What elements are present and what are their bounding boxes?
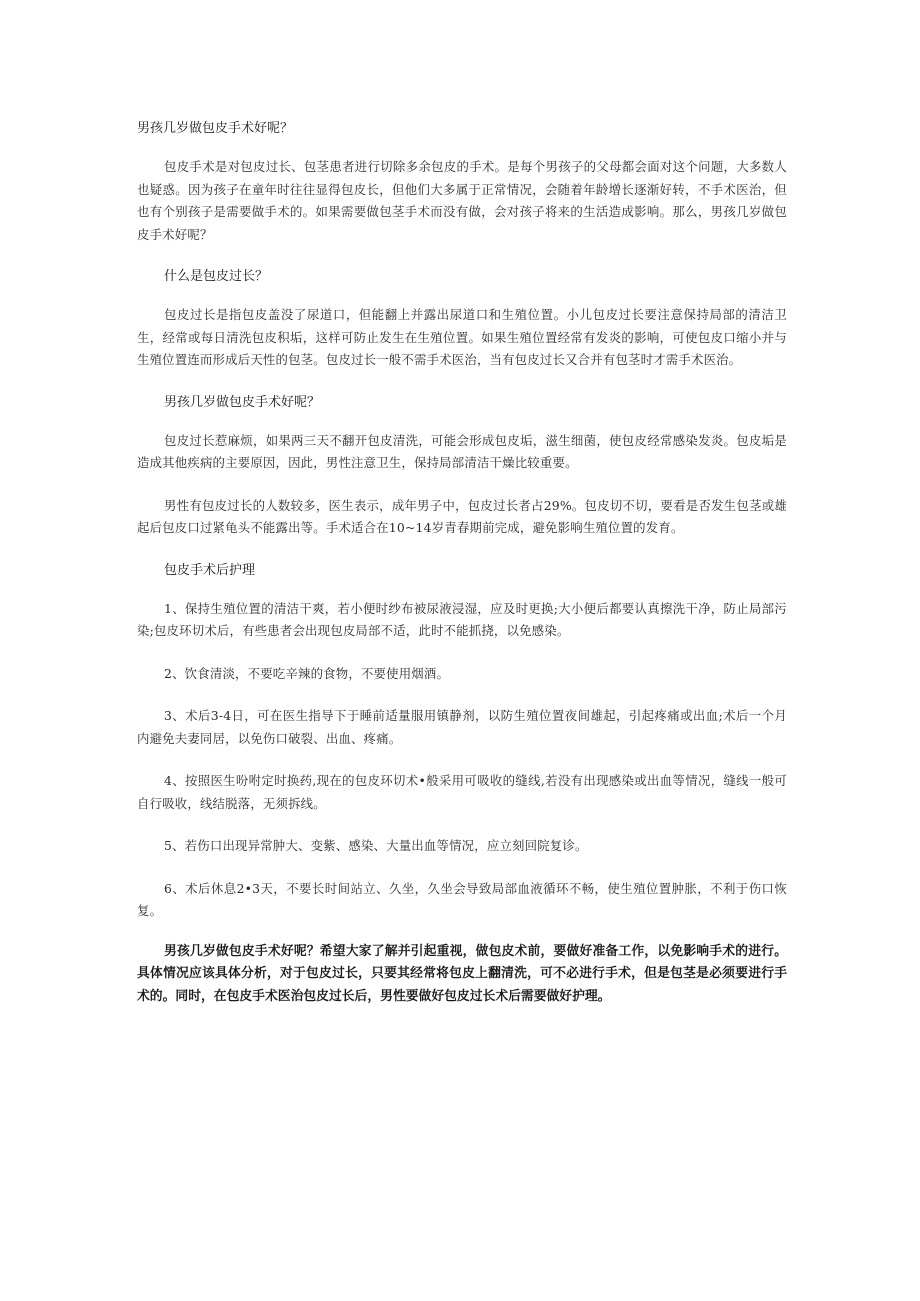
intro-paragraph: 包皮手术是对包皮过长、包茎患者进行切除多余包皮的手术。是每个男孩子的父母都会面对这个问题，大多数人也疑惑。因为孩子在童年时往往显得包皮长，但他们大多属于正常情况，会随着年龄增长逐渐好转，不手术医治，但也有个别孩子是需要做手术的。如果需要做包茎手术而没有做，会对孩子将来的生活造成影响。那么，男孩几岁做包皮手术好呢？ [137,159,787,242]
section-heading-care: 包皮手术后护理 [164,562,256,578]
section-heading-age: 男孩几岁做包皮手术好呢？ [164,394,321,410]
summary-paragraph: 男孩几岁做包皮手术好呢？希望大家了解并引起重视，做包皮术前，要做好准备工作，以免影响手术的进行。具体情况应该具体分析，对于包皮过长，只要其经常将包皮上翻清洗，可不必进行手术，但是包茎是必须要进行手术的。同时，在包皮手术医治包皮过长后，男性要做好包皮过长术后需要做好护理。 [137,943,787,1004]
section-heading-what-is: 什么是包皮过长？ [164,269,269,284]
document-page [137,118,787,1008]
care-item-6: 6、术后休息2•3天，不要长时间站立、久坐，久坐会导致局部血液循环不畅，使生殖位置肿胀，不利于伤口恢复。 [137,880,787,918]
care-item-3: 3、术后3-4日，可在医生指导下于睡前适量服用镇静剂，以防生殖位置夜间雄起，引起疼痛或出血;术后一个月内避免夫妻同居，以免伤口破裂、出血、疼痛。 [137,708,787,746]
care-item-4: 4、按照医生吩咐定时换药,现在的包皮环切术•般采用可吸收的缝线,若没有出现感染或出血等情况，缝线一般可自行吸收，线结脱落，无须拆线。 [137,773,787,811]
section-age-paragraph-2: 男性有包皮过长的人数较多，医生表示，成年男子中，包皮过长者占29%。包皮切不切，要看是否发生包茎或雄起后包皮口过紧龟头不能露出等。手术适合在10~14岁青春期前完成，避免影响生殖位置的发育。 [137,497,787,535]
care-item-1: 1、保持生殖位置的清洁干爽，若小便时纱布被尿液浸湿，应及时更换;大小便后都要认真擦洗干净，防止局部污染;包皮环切术后，有些患者会出现包皮局部不适，此时不能抓挠，以免感染。 [137,600,787,638]
section-what-is-paragraph: 包皮过长是指包皮盖没了尿道口，但能翻上并露出尿道口和生殖位置。小儿包皮过长要注意保持局部的清洁卫生，经常或每日清洗包皮积垢，这样可防止发生在生殖位置。如果生殖位置经常有发炎的影响，可使包皮口缩小并与生殖位置连而形成后天性的包茎。包皮过长一般不需手术医治，当有包皮过长又合并有包茎时才需手术医治。 [137,307,787,367]
document-title: 男孩几岁做包皮手术好呢？ [137,121,294,136]
care-item-5: 5、若伤口出现异常肿大、变紫、感染、大量出血等情况，应立刻回院复诊。 [164,838,588,853]
section-age-paragraph-1: 包皮过长惹麻烦，如果两三天不翻开包皮清洗，可能会形成包皮垢，滋生细菌，使包皮经常感染发炎。包皮垢是造成其他疾病的主要原因，因此，男性注意卫生，保持局部清洁干燥比较重要。 [137,432,787,470]
care-item-2: 2、饮食清淡，不要吃辛辣的食物，不要使用烟酒。 [164,665,450,681]
